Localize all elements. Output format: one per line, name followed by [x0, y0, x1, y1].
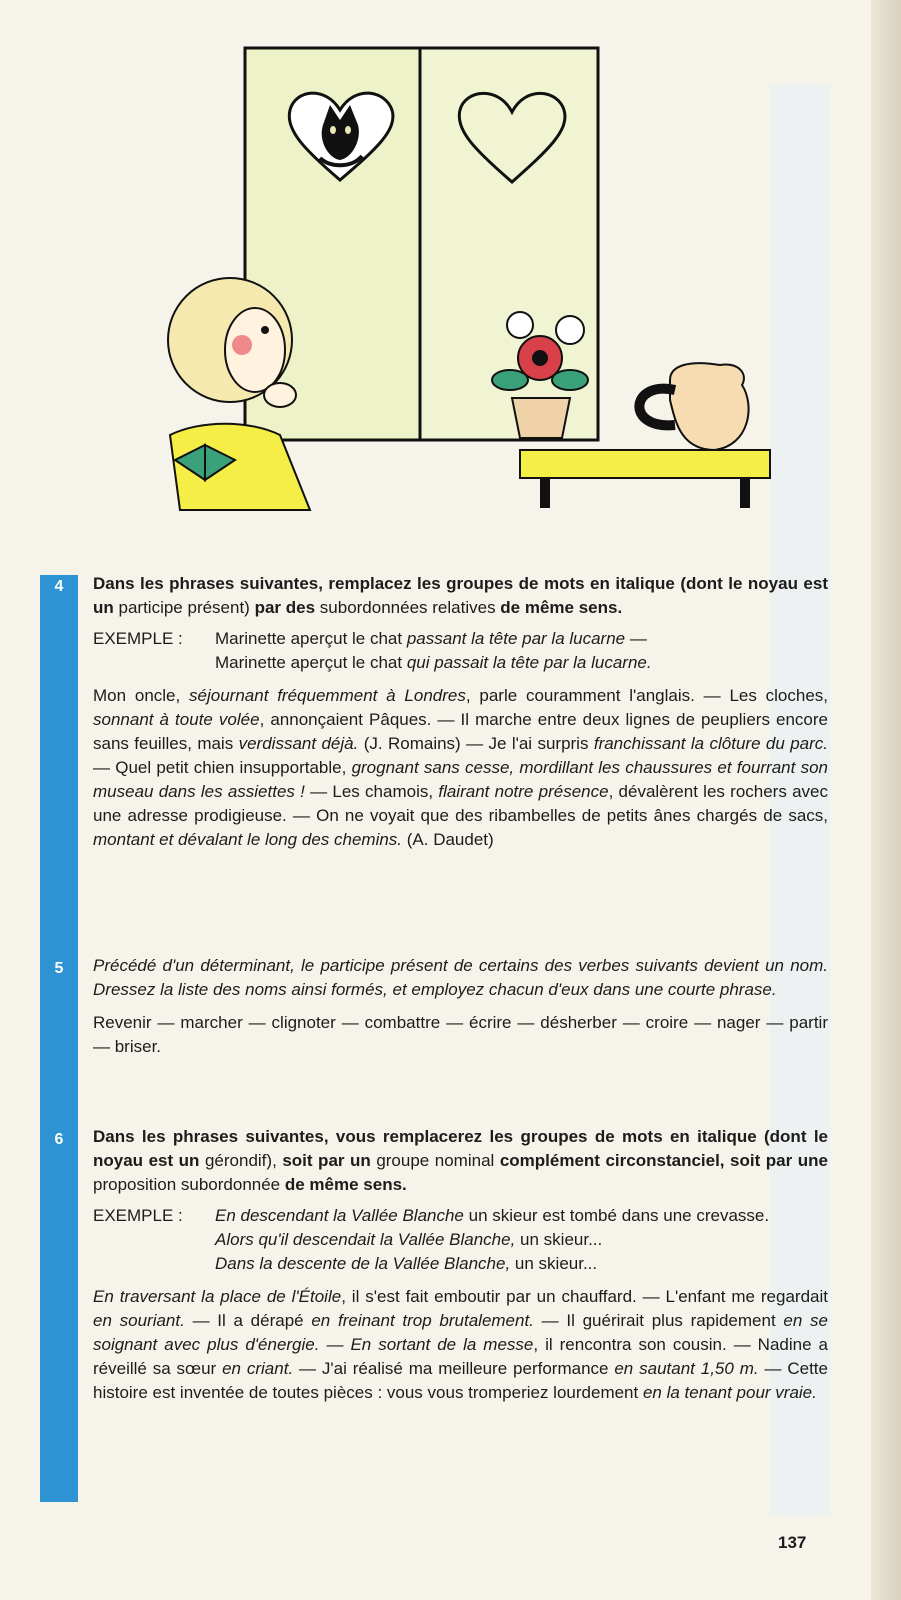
example-line	[215, 1204, 828, 1228]
exercise-5	[93, 954, 828, 1059]
body-segment: — Il guérirait plus rapidement	[533, 1311, 784, 1330]
body-segment: , il rencontra son cousin. — Nadine a réveillé sa sœur	[93, 1335, 828, 1378]
example-segment: Marinette aperçut le chat	[215, 653, 407, 672]
example-segment: un skieur est tombé dans une crevasse.	[463, 1206, 770, 1225]
example-segment: qui passait la tête par la lucarne.	[406, 653, 652, 672]
instruction-segment: de même sens.	[500, 598, 623, 617]
instruction-segment: gérondif),	[199, 1151, 283, 1170]
example-label: EXEMPLE :	[93, 629, 183, 648]
instruction-segment: participe présent)	[113, 598, 255, 617]
body-segment: sonnant à toute volée	[93, 710, 260, 729]
body-segment: — Cette histoire est inventée de toutes pièces : vous vous tromperiez lourdement	[93, 1359, 828, 1402]
instruction-segment: groupe nominal	[370, 1151, 500, 1170]
exercise-number: 4	[54, 578, 64, 595]
exercise-body: Revenir — marcher — clignoter — combattre — écrire — désherber — croire — nager — partir — briser.	[93, 1013, 828, 1056]
example-segment: passant la tête par la lucarne	[406, 629, 626, 648]
body-segment: — Quel petit chien insupportable,	[93, 758, 352, 777]
body-segment: — Les chamois,	[304, 782, 439, 801]
exercise-body	[93, 1285, 828, 1405]
instruction-segment: de même sens.	[284, 1175, 407, 1194]
body-segment: , annonçaient Pâques. — Il marche entre deux lignes de peupliers encore sans feuilles, mais	[93, 710, 828, 753]
example-block	[93, 1204, 828, 1276]
body-segment: montant et dévalant le long des chemins.	[93, 830, 403, 849]
body-segment: —	[319, 1335, 351, 1354]
example-segment: un skieur...	[515, 1230, 603, 1249]
page-number: 137	[778, 1533, 807, 1552]
body-segment: verdissant déjà.	[238, 734, 359, 753]
body-segment: , il s'est fait emboutir par un chauffard. — L'enfant me regardait	[341, 1287, 828, 1306]
exercise-4	[93, 572, 828, 852]
example-line	[215, 1252, 828, 1276]
exercise-sidebar-bar	[40, 575, 78, 1502]
exercise-body	[93, 684, 828, 852]
example-segment: Marinette aperçut le chat	[215, 629, 407, 648]
instruction-segment: subordonnées relatives	[315, 598, 501, 617]
body-segment: En sortant de la messe	[350, 1335, 534, 1354]
instruction-segment: complément circonstanciel, soit par une	[499, 1151, 828, 1170]
body-segment: en freinant trop brutalement.	[311, 1311, 534, 1330]
body-segment: (J. Romains) — Je l'ai surpris	[358, 734, 594, 753]
example-segment: un skieur...	[510, 1254, 598, 1273]
page-edge	[871, 0, 901, 1600]
body-segment: flairant notre présence	[438, 782, 609, 801]
example-segment: Alors qu'il descendait la Vallée Blanche,	[215, 1230, 516, 1249]
exercise-number: 6	[54, 1131, 64, 1148]
instruction-segment: proposition subordonnée	[93, 1175, 285, 1194]
example-segment: En descendant la Vallée Blanche	[215, 1206, 464, 1225]
exercise-instruction	[93, 1125, 828, 1197]
exercise-6	[93, 1125, 828, 1405]
body-segment: séjournant fréquemment à Londres	[189, 686, 466, 705]
example-line	[215, 1228, 828, 1252]
exercise-instruction: Précédé d'un déterminant, le participe présent de certains des verbes suivants devient un nom. Dressez la liste des noms ainsi formés, et employez chacun d'eux dans une courte phrase.	[93, 956, 828, 999]
body-segment: en la tenant pour vraie.	[642, 1383, 817, 1402]
body-segment: en criant.	[222, 1359, 294, 1378]
example-line	[215, 627, 828, 651]
exercise-number: 5	[54, 960, 64, 977]
instruction-segment: Dans les phrases suivantes, remplacez les groupes de mots en italique (dont le noyau est un	[93, 574, 828, 617]
example-segment: Dans la descente de la Vallée Blanche,	[215, 1254, 511, 1273]
girl-at-window-illustration	[130, 40, 800, 560]
body-segment: en sautant 1,50 m.	[614, 1359, 759, 1378]
example-line	[215, 651, 828, 675]
body-segment: en se soignant avec plus d'énergie.	[93, 1311, 828, 1354]
instruction-segment: soit par un	[282, 1151, 371, 1170]
example-block	[93, 627, 828, 675]
body-segment: , dévalèrent les rochers avec une adresse prodigieuse. — On ne voyait que des ribambelles de petits ânes chargés de sacs,	[93, 782, 829, 825]
body-segment: En traversant la place de l'Étoile	[93, 1287, 342, 1306]
body-segment: — Il a dérapé	[184, 1311, 312, 1330]
body-segment: en souriant.	[93, 1311, 185, 1330]
body-segment: grognant sans cesse, mordillant les chaussures et fourrant son museau dans les assiettes !	[93, 758, 828, 801]
example-label: EXEMPLE :	[93, 1206, 183, 1225]
instruction-segment: Dans les phrases suivantes, vous remplacerez les groupes de mots en italique (dont le noyau est un	[93, 1127, 828, 1170]
body-segment: Mon oncle,	[93, 686, 190, 705]
body-segment: , parle couramment l'anglais. — Les cloches,	[465, 686, 829, 705]
body-segment: (A. Daudet)	[402, 830, 494, 849]
example-segment: —	[625, 629, 647, 648]
body-segment: — J'ai réalisé ma meilleure performance	[293, 1359, 615, 1378]
exercise-instruction	[93, 572, 828, 620]
body-segment: franchissant la clôture du parc.	[593, 734, 828, 753]
instruction-segment: par des	[254, 598, 316, 617]
